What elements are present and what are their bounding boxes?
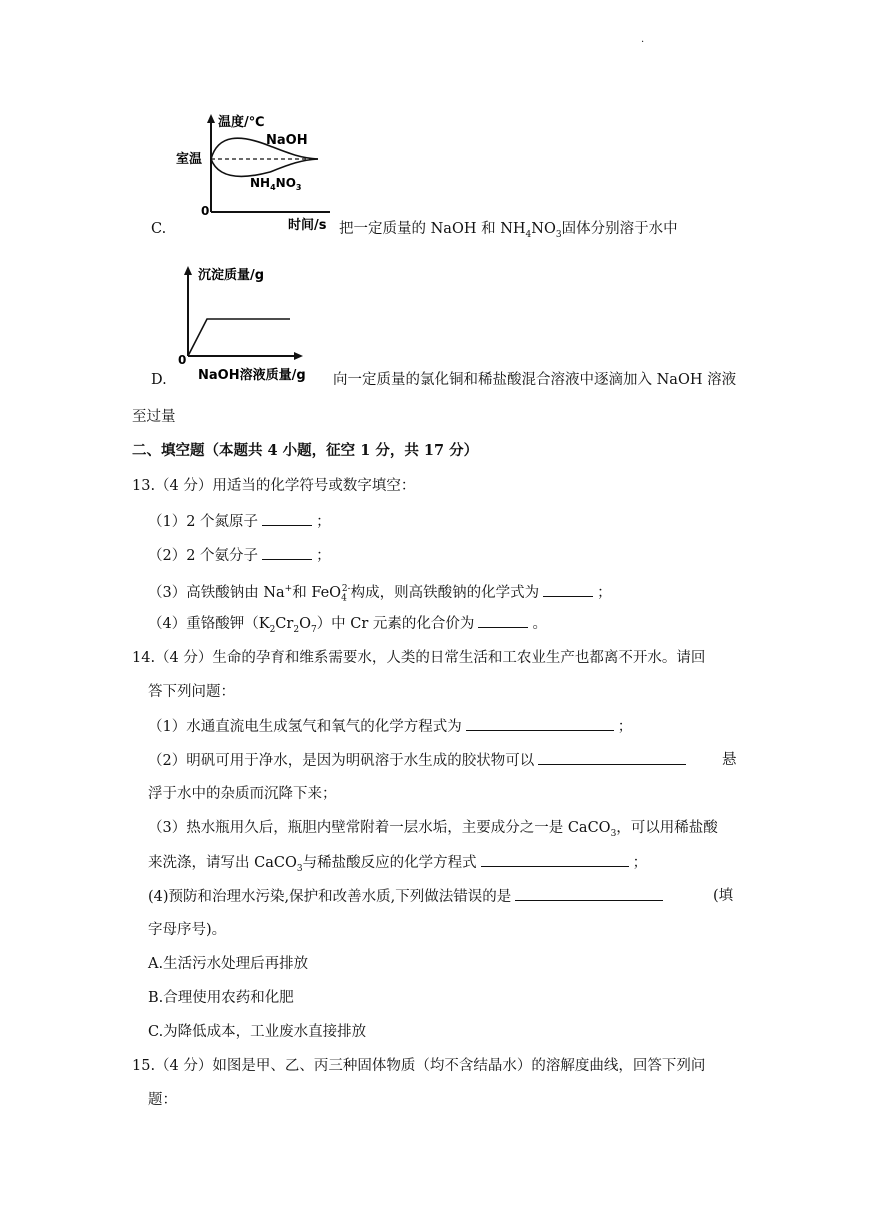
nh4no3-label: $NH_4NO_3$ [250,176,302,192]
room-temp-label: 室温 [176,152,203,167]
header-mark: . [641,34,645,45]
q13-part3: （3）高铁酸钠由 Na+和 FeO$_4^{2-}$构成，则高铁酸钠的化学式为 ； [148,579,612,609]
q14-part2-cont: 浮于水中的杂质而沉降下来； [148,786,337,802]
q13-part1: （1）2 个氮原子 ； [148,511,331,532]
q14-part4: (4)预防和治理水污染,保护和改善水质,下列做法错误的是 [148,886,667,907]
q15-stem-cont: 题： [148,1092,177,1108]
q14-stem: 14.（4 分）生命的孕育和维系需要水，人类的日常生活和工农业生产也都离不开水。请回 [132,650,706,666]
naoh-label: NaOH [266,133,308,148]
x-axis-label: NaOH溶液质量/g [198,368,306,383]
q14-part4-cont: 字母序号)。 [148,922,227,938]
q14-part3: （3）热水瓶用久后，瓶胆内壁常附着一层水垢，主要成分之一是 CaCO$_3$，可以用稀盐酸 [148,820,718,839]
q14-option-b: B.合理使用农药和化肥 [148,990,294,1006]
origin-label: 0 [178,353,187,367]
option-d-text-cont: 至过量 [132,409,176,425]
option-d-letter: D. [151,372,167,388]
x-axis-label: 时间/s [288,218,327,232]
origin-label: 0 [201,204,210,218]
q14-part2-end: 悬 [722,752,737,768]
y-axis-arrow-icon [184,266,192,275]
q15-stem: 15.（4 分）如图是甲、乙、丙三种固体物质（均不含结晶水）的溶解度曲线，回答下列问 [132,1058,706,1074]
nh4no3-curve [211,159,318,176]
q14-stem-cont: 答下列问题： [148,684,235,700]
section2-title: 二、填空题（本题共 4 小题，征空 1 分，共 17 分） [132,442,479,459]
answer-blank[interactable] [515,886,663,901]
answer-blank[interactable] [543,582,593,597]
q13-part2: （2）2 个氨分子 ； [148,545,331,566]
answer-blank[interactable] [478,613,528,628]
temperature-chart [170,112,340,232]
q14-part3-cont: 来洗涤，请写出 CaCO$_3$与稀盐酸反应的化学方程式 ； [148,852,647,879]
q13-part4: （4）重铬酸钾$(K_2Cr_2O_7)$中 Cr 元素的化合价为 。 [148,613,547,640]
answer-blank[interactable] [481,852,629,867]
answer-blank[interactable] [538,750,686,765]
option-c-letter: C. [151,221,167,237]
q14-part2: （2）明矾可用于净水，是因为明矾溶于水生成的胶状物可以 [148,750,690,771]
answer-blank[interactable] [262,511,312,526]
answer-blank[interactable] [466,716,614,731]
answer-blank[interactable] [262,545,312,560]
x-axis-arrow-icon [294,352,303,360]
q13-stem: 13.（4 分）用适当的化学符号或数字填空： [132,478,416,494]
precipitate-line [188,319,290,356]
q14-option-c: C.为降低成本，工业废水直接排放 [148,1024,367,1040]
precipitate-chart [170,263,330,388]
y-axis-label: 温度/℃ [218,115,265,130]
q14-option-a: A.生活污水处理后再排放 [148,956,309,972]
option-d-text: 向一定质量的氯化铜和稀盐酸混合溶液中逐滴加入 NaOH 溶液 [333,372,737,388]
q14-part1: （1）水通直流电生成氢气和氧气的化学方程式为 ； [148,716,632,737]
option-c-text: 把一定质量的 NaOH 和 $NH_4NO_3$固体分别溶于水中 [339,221,678,240]
y-axis-label: 沉淀质量/g [198,268,265,283]
q14-part4-end: (填 [713,888,734,904]
y-axis-arrow-icon [207,114,215,123]
